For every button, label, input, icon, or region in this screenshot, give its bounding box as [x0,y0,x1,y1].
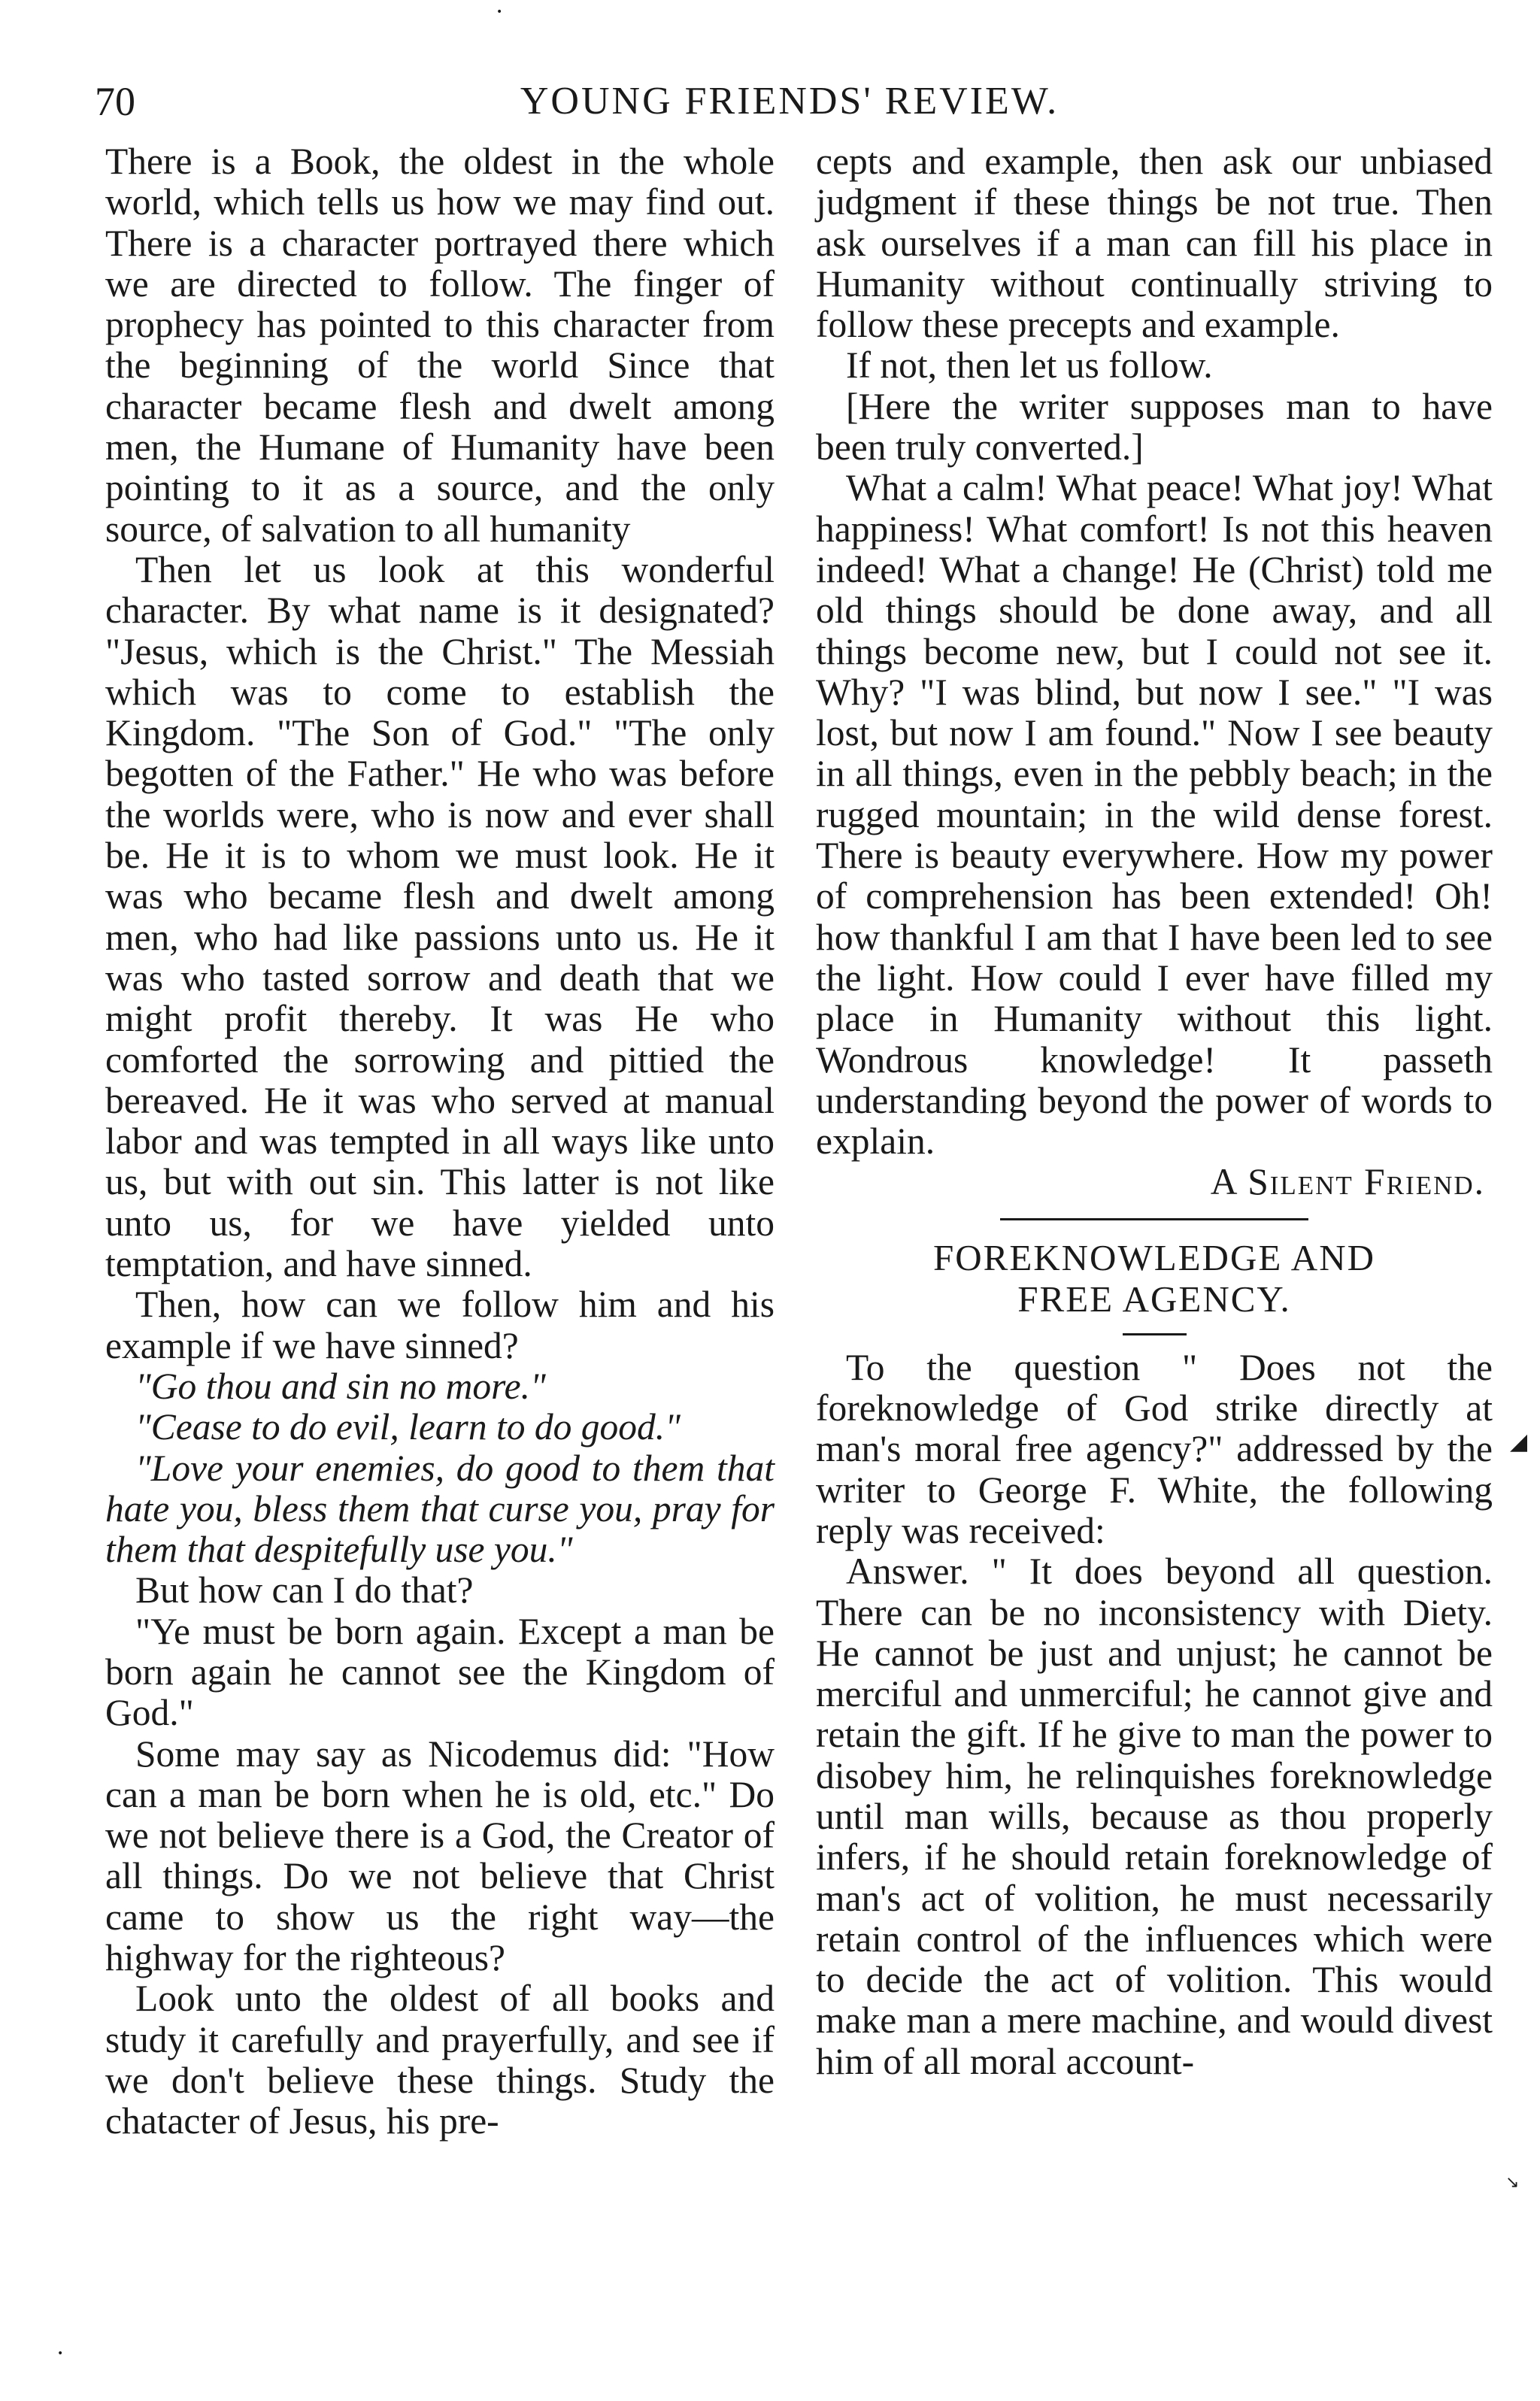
continued-paragraph: cepts and example, then ask our unbiased judgment if these things be not true. Then ask ourselves if a man can fill his place in Humanity without continually striving to follow these precepts and example. [816,141,1493,346]
paragraph: But how can I do that? [135,1569,474,1611]
paragraph: What a calm! What peace! What joy! What happiness! What comfort! Is not this heaven indeed! What a change! He (Christ) told me old things should be done away, and all things become new, but I could not see it. Why? "I was blind, but now I see." "I was lost, but now I am found." Now I see beauty in all things, even in the pebbly beach; in the rugged mountain; in the wild dense forest. There is beauty everywhere. How my power of comprehension has been extended! Oh! how thankful I am that I have been led to see the light. How could I ever have filled my place in Humanity without this light. Wondrous knowledge! It passeth understanding beyond the power of words to explain. [816,467,1493,1163]
quotation: "Cease to do evil, learn to do good." [135,1406,681,1448]
section-divider [1000,1218,1308,1220]
running-title: YOUNG FRIENDS' REVIEW. [520,80,1060,123]
speck: • [496,6,503,18]
quotation: "Go thou and sin no more." [135,1365,546,1407]
speck: • [57,2348,64,2360]
paragraph: Answer. " It does beyond all question. There can be no inconsistency with Diety. He cannot be just and unjust; he cannot be merciful and unmerciful; he cannot give and retain the gift. If he give to man the power to disobey him, he relinquishes foreknowledge until man wills, because as thou properly infers, if he should retain foreknowledge of man's act of volition, he must necessarily retain control of the influences which were to decide the act of volition. This would make man a mere machine, and would divest him of all moral account- [816,1551,1493,2082]
left-column [105,141,775,2142]
paragraph: Then, how can we follow him and his example if we have sinned? [105,1284,775,1366]
signature-line [816,1162,1493,1202]
paragraph: Look unto the oldest of all books and study it carefully and prayerfully, and see if we don't believe these things. Study the chatacter of Jesus, his pre- [105,1978,775,2142]
right-column [816,141,1493,2082]
page-number: 70 [95,79,135,124]
paragraph: To the question " Does not the foreknowledge of God strike directly at man's moral free agency?" addressed by the writer to George F. White, the following reply was received: [816,1346,1493,1551]
margin-mark: ↘ [1505,2173,1520,2192]
article-title-line-1: FOREKNOWLEDGE AND [933,1236,1375,1278]
margin-mark: ◢ [1510,1429,1528,1455]
quotation: "Love your enemies, do good to them that hate you, bless them that curse you, pray for them that despitefully use you." [105,1447,775,1571]
paragraph: Some may say as Nicodemus did: "How can a man be born when he is old, etc." Do we not believe there is a God, the Creator of all things. Do we not believe that Christ came to show us the right way—the highway for the righteous? [105,1733,775,1979]
paragraph: Then let us look at this wonderful character. By what name is it designated? "Jesus, which is the Christ." The Messiah which was to come to establish the Kingdom. "The Son of God." "The only begotten of the Father." He who was before the worlds were, who is now and ever shall be. He it is to whom we must look. He it was who became flesh and dwelt among men, who had like passions unto us. He it was who tasted sorrow and death that we might profit thereby. It was He who comforted the sorrowing and pittied the bereaved. He it was who served at manual labor and was tempted in all ways like unto us, but with out sin. This latter is not like unto us, for we have yielded unto temptation, and have sinned. [105,548,775,1285]
article-title-line-2: FREE AGENCY. [1017,1278,1291,1320]
title-divider [1123,1333,1187,1335]
page-header [83,75,1496,128]
paragraph: There is a Book, the oldest in the whole world, which tells us how we may find out. There is a character portrayed there which we are directed to follow. The finger of prophecy has pointed to this character from the beginning of the world Since that character became flesh and dwelt among men, the Humane of Humanity have been pointing to it as a source, and the only source, of salvation to all humanity [105,141,775,550]
signature: A Silent Friend. [1210,1161,1485,1203]
paragraph: [Here the writer supposes man to have been truly converted.] [816,385,1493,468]
paragraph: "Ye must be born again. Except a man be born again he cannot see the Kingdom of God." [105,1610,775,1734]
paragraph: If not, then let us follow. [846,344,1213,387]
